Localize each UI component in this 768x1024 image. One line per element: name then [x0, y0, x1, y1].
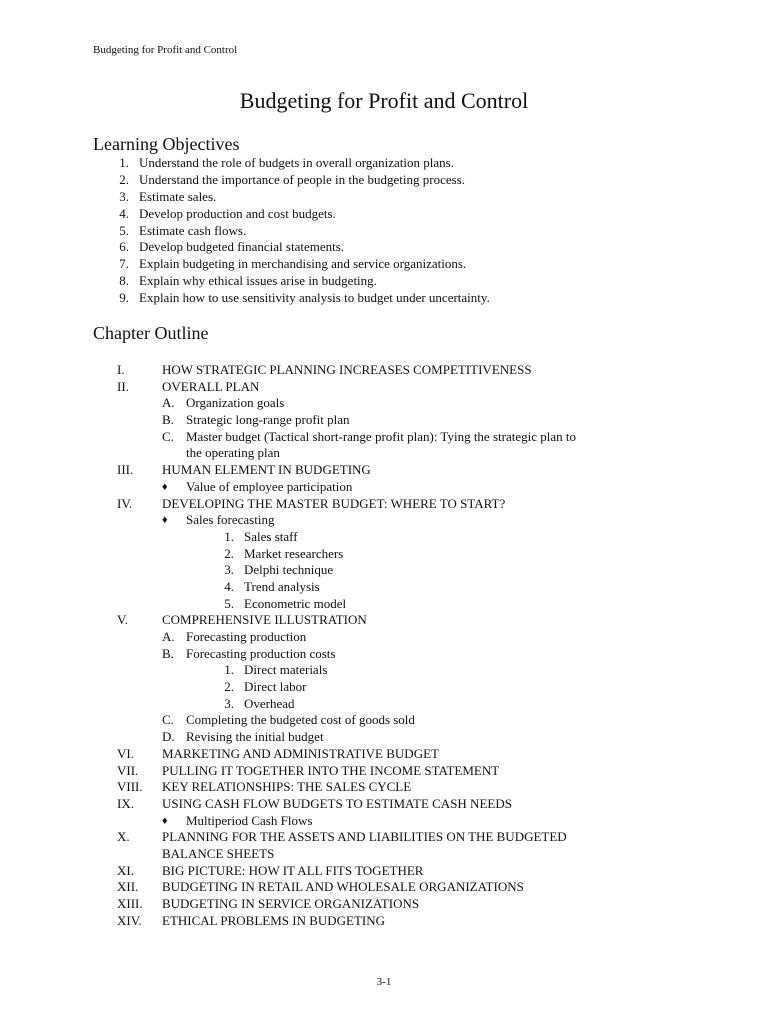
- outline-text: Completing the budgeted cost of goods sold: [186, 712, 415, 728]
- outline-label: A.: [162, 395, 175, 411]
- objective-text: Explain how to use sensitivity analysis to budget under uncertainty.: [139, 290, 490, 306]
- objective-text: Develop budgeted financial statements.: [139, 239, 345, 255]
- outline-item: [0, 496, 768, 513]
- outline-text: ETHICAL PROBLEMS IN BUDGETING: [162, 912, 386, 928]
- outline-item: [0, 829, 768, 846]
- outline-label: 3.: [224, 562, 234, 578]
- outline-item: [0, 546, 768, 563]
- outline-text: DEVELOPING THE MASTER BUDGET: WHERE TO START?: [162, 495, 506, 511]
- outline-text: COMPREHENSIVE ILLUSTRATION: [162, 612, 367, 628]
- outline-item: [0, 712, 768, 729]
- diamond-bullet-icon: ♦: [162, 480, 168, 493]
- outline-text: Multiperiod Cash Flows: [186, 812, 313, 828]
- outline-item: [0, 596, 768, 613]
- outline-text: BALANCE SHEETS: [162, 845, 275, 861]
- outline-text: PLANNING FOR THE ASSETS AND LIABILITIES ON THE BUDGETED: [162, 829, 567, 845]
- outline-label: IV.: [117, 495, 133, 511]
- outline-text: BUDGETING IN SERVICE ORGANIZATIONS: [162, 896, 420, 911]
- outline-item: [0, 562, 768, 579]
- objective-text: Estimate sales.: [139, 188, 217, 204]
- outline-label: I.: [117, 362, 125, 377]
- outline-item: [0, 646, 768, 663]
- outline-item: [0, 529, 768, 546]
- objective-number: 4.: [119, 205, 129, 221]
- outline-text: Direct labor: [244, 679, 307, 695]
- outline-text: Delphi technique: [244, 562, 334, 578]
- outline-text: Overhead: [244, 695, 295, 711]
- outline-label: 1.: [224, 528, 234, 544]
- outline-item: [0, 629, 768, 646]
- outline-label: 2.: [224, 545, 234, 561]
- outline-text: HOW STRATEGIC PLANNING INCREASES COMPETITIVENESS: [162, 362, 532, 377]
- outline-label: XIII.: [117, 896, 143, 911]
- diamond-bullet-icon: ♦: [162, 814, 168, 827]
- outline-label: 3.: [224, 695, 234, 711]
- objective-number: 8.: [119, 273, 129, 289]
- outline-item: [0, 796, 768, 813]
- outline-label: 2.: [224, 679, 234, 695]
- outline-label: B.: [162, 412, 174, 428]
- outline-item: [0, 913, 768, 930]
- outline-item: [0, 412, 768, 429]
- outline-text: BIG PICTURE: HOW IT ALL FITS TOGETHER: [162, 862, 424, 878]
- outline-label: V.: [117, 612, 128, 628]
- page-number: 3-1: [376, 976, 392, 988]
- objective-text: Understand the role of budgets in overall organization plans.: [139, 155, 454, 170]
- outline-text: Forecasting production: [186, 629, 307, 644]
- outline-text: HUMAN ELEMENT IN BUDGETING: [162, 462, 371, 478]
- outline-item: [0, 462, 768, 479]
- objective-number: 1.: [119, 155, 129, 170]
- outline-item: [0, 679, 768, 696]
- outline-text: KEY RELATIONSHIPS: THE SALES CYCLE: [162, 779, 412, 795]
- page-title: Budgeting for Profit and Control: [239, 88, 529, 113]
- outline-text: Econometric model: [244, 595, 347, 611]
- objective-text: Develop production and cost budgets.: [139, 205, 336, 221]
- objective-text: Estimate cash flows.: [139, 222, 247, 238]
- outline-item: [0, 896, 768, 913]
- outline-text: BUDGETING IN RETAIL AND WHOLESALE ORGANIZATIONS: [162, 879, 524, 895]
- running-header: Budgeting for Profit and Control: [93, 44, 238, 56]
- objective-number: 3.: [119, 188, 129, 204]
- outline-label: 1.: [224, 662, 234, 678]
- outline-label: XI.: [117, 862, 134, 878]
- outline-text: Organization goals: [186, 395, 285, 411]
- outline-item: [0, 779, 768, 796]
- outline-text: the operating plan: [186, 445, 280, 461]
- outline-item: [0, 696, 768, 713]
- learning-objectives-heading: Learning Objectives: [93, 134, 240, 154]
- diamond-bullet-icon: ♦: [162, 514, 168, 527]
- outline-label: B.: [162, 645, 174, 661]
- outline-item: [0, 479, 768, 496]
- objective-text: Understand the importance of people in the budgeting process.: [139, 171, 465, 187]
- outline-item: [0, 846, 768, 863]
- outline-label: VIII.: [117, 779, 143, 795]
- outline-text: Forecasting production costs: [186, 645, 336, 661]
- outline-text: PULLING IT TOGETHER INTO THE INCOME STATEMENT: [162, 762, 500, 778]
- objective-number: 9.: [119, 290, 129, 306]
- outline-label: VI.: [117, 745, 134, 761]
- outline-text: Sales staff: [244, 528, 298, 544]
- outline-text: Trend analysis: [244, 578, 320, 594]
- outline-item: [0, 763, 768, 780]
- outline-label: A.: [162, 629, 175, 644]
- outline-item: [0, 379, 768, 396]
- outline-label: III.: [117, 462, 134, 478]
- outline-text: USING CASH FLOW BUDGETS TO ESTIMATE CASH NEEDS: [162, 795, 512, 811]
- outline-item: [0, 813, 768, 830]
- outline-text: MARKETING AND ADMINISTRATIVE BUDGET: [162, 745, 439, 761]
- outline-item: [0, 863, 768, 880]
- outline-label: XIV.: [117, 912, 142, 928]
- outline-item: [0, 395, 768, 412]
- outline-label: 5.: [224, 595, 234, 611]
- outline-label: XII.: [117, 879, 139, 895]
- outline-item: [0, 512, 768, 529]
- outline-text: Market researchers: [244, 545, 344, 561]
- outline-item: [0, 579, 768, 596]
- outline-item: [0, 445, 768, 462]
- outline-item: [0, 729, 768, 746]
- outline-text: OVERALL PLAN: [162, 378, 260, 394]
- outline-item: [0, 612, 768, 629]
- outline-item: [0, 362, 768, 379]
- objective-text: Explain why ethical issues arise in budgeting.: [139, 273, 377, 289]
- outline-label: D.: [162, 729, 175, 745]
- outline-label: VII.: [117, 762, 139, 778]
- outline-label: C.: [162, 428, 174, 444]
- outline-text: Value of employee participation: [186, 478, 353, 494]
- outline-item: [0, 662, 768, 679]
- outline-text: Sales forecasting: [186, 512, 275, 528]
- outline-item: [0, 879, 768, 896]
- outline-item: [0, 429, 768, 446]
- outline-item: [0, 746, 768, 763]
- chapter-outline-heading: Chapter Outline: [93, 323, 209, 343]
- outline-label: X.: [117, 829, 130, 845]
- objective-number: 5.: [119, 222, 129, 238]
- chapter-outline-list: [0, 362, 768, 929]
- outline-text: Master budget (Tactical short-range profit plan): Tying the strategic plan to: [186, 428, 576, 444]
- objective-number: 7.: [119, 256, 129, 272]
- outline-label: IX.: [117, 795, 134, 811]
- outline-text: Strategic long-range profit plan: [186, 412, 350, 428]
- objective-text: Explain budgeting in merchandising and service organizations.: [139, 256, 467, 272]
- objective-number: 6.: [119, 239, 129, 255]
- outline-label: C.: [162, 712, 174, 728]
- outline-text: Revising the initial budget: [186, 729, 324, 745]
- outline-label: II.: [117, 378, 129, 394]
- outline-label: 4.: [224, 578, 234, 594]
- objective-number: 2.: [119, 171, 129, 187]
- outline-text: Direct materials: [244, 662, 328, 678]
